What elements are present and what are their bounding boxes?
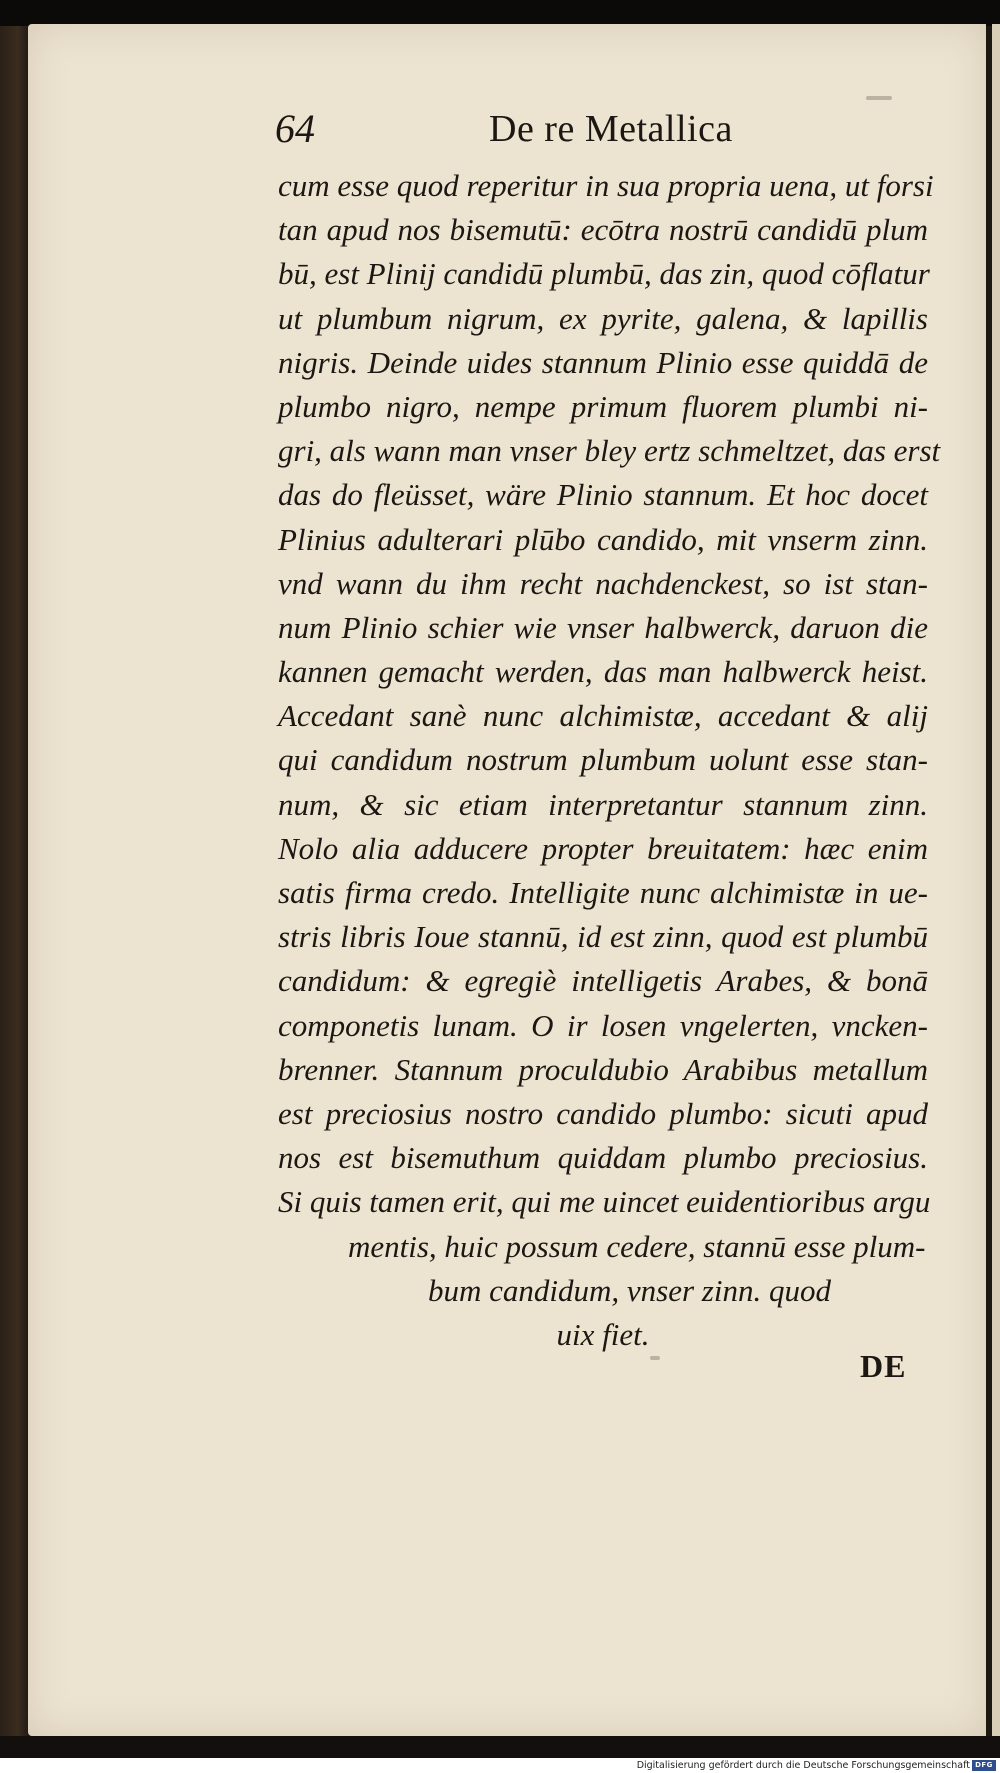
text-line: stris libris Ioue stannū, id est zinn, quod est plumbū <box>278 919 928 955</box>
text-line: Accedant sanè nunc alchimistæ, accedant & alij <box>278 698 928 734</box>
scan-bottom-edge <box>0 1736 1000 1758</box>
text-line: nigris. Deinde uides stannum Plinio esse quiddā de <box>278 344 928 380</box>
funding-credit: Digitalisierung gefördert durch die Deutsche Forschungsgemeinschaft <box>636 1760 970 1771</box>
running-title: De re Metallica <box>489 108 733 150</box>
text-line: num Plinio schier wie vnser halbwerck, daruon die <box>278 609 928 645</box>
text-line: plumbo nigro, nempe primum fluorem plumbi ni- <box>278 388 928 424</box>
text-line: das do fleüsset, wäre Plinio stannum. Et hoc docet <box>278 477 928 513</box>
digitization-footer <box>0 1758 1000 1773</box>
text-line: tan apud nos bisemutū: ecōtra nostrū candidū plum <box>278 212 928 248</box>
text-line: vnd wann du ihm recht nachdenckest, so ist stan- <box>278 565 928 601</box>
text-line: mentis, huic possum cedere, stannū esse plum- <box>348 1228 926 1264</box>
text-line: bum candidum, vnser zinn. quod <box>428 1272 831 1308</box>
text-line: Nolo alia adducere propter breuitatem: hæc enim <box>278 830 928 866</box>
dfg-logo-icon: DFG <box>972 1760 996 1771</box>
page-number: 64 <box>275 106 315 151</box>
ink-smudge <box>650 1356 660 1360</box>
text-line: componetis lunam. O ir losen vngelerten, vncken- <box>278 1007 928 1043</box>
running-head <box>275 104 795 154</box>
page-edge <box>992 24 1000 1736</box>
text-line: bū, est Plinij candidū plumbū, das zin, quod cōflatur <box>278 256 930 292</box>
text-line: Si quis tamen erit, qui me uincet euidentioribus argu <box>278 1184 931 1220</box>
text-line: Plinius adulterari plūbo candido, mit vnserm zinn. <box>278 521 928 557</box>
text-line: num, & sic etiam interpretantur stannum zinn. <box>278 786 928 822</box>
text-line: uix fiet. <box>556 1316 650 1352</box>
body-text <box>278 164 941 1357</box>
text-line: satis firma credo. Intelligite nunc alchimistæ in ue- <box>278 875 928 910</box>
text-line: est preciosius nostro candido plumbo: sicuti apud <box>278 1095 928 1131</box>
ink-smudge <box>866 96 892 100</box>
catchword: DE <box>860 1348 907 1384</box>
text-line: candidum: & egregiè intelligetis Arabes, & bonā <box>278 963 928 999</box>
scan-top-edge <box>0 0 1000 26</box>
text-line: cum esse quod reperitur in sua propria uena, ut forsi <box>278 168 934 203</box>
text-line: nos est bisemuthum quiddam plumbo preciosius. <box>278 1140 928 1176</box>
text-line: ut plumbum nigrum, ex pyrite, galena, & lapillis <box>278 300 928 336</box>
text-line: brenner. Stannum proculdubio Arabibus metallum <box>278 1051 928 1087</box>
text-line: kannen gemacht werden, das man halbwerck heist. <box>278 654 928 690</box>
text-line: gri, als wann man vnser bley ertz schmeltzet, das erst <box>278 433 941 469</box>
text-line: qui candidum nostrum plumbum uolunt esse stan- <box>278 742 928 778</box>
